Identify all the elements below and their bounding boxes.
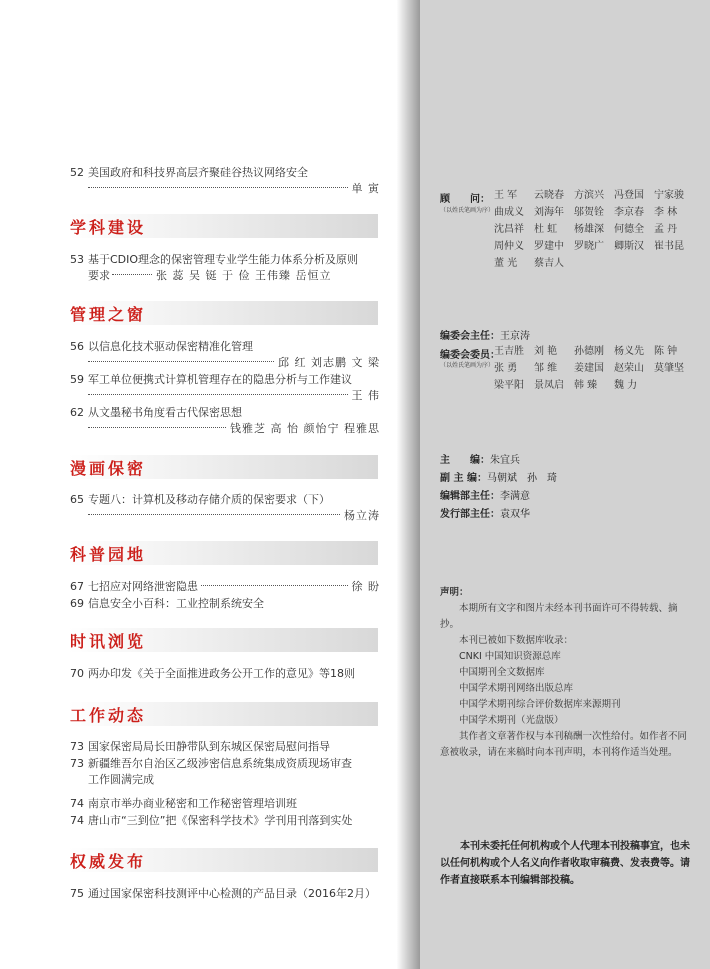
person-name: 孙德刚 (574, 346, 604, 357)
person-name: 邬贺铨 (574, 207, 604, 218)
committee-members-label: 编委会委员： (440, 350, 500, 361)
article-title: 专题八：计算机及移动存储介质的保密要求（下） (88, 493, 330, 506)
person-name: 王 军 (494, 190, 518, 201)
article-title: 七招应对网络泄密隐患 (88, 580, 198, 593)
leader-dots (88, 361, 274, 362)
person-name: 陈 钟 (654, 346, 678, 357)
person-name: 宁家骏 (654, 190, 684, 201)
leader-dots (88, 187, 348, 188)
person-name: 周仲义 (494, 241, 524, 252)
page-number: 75 (70, 887, 84, 900)
advisor-list (494, 187, 694, 272)
page-number: 70 (70, 667, 84, 680)
person-name: 景凤启 (534, 380, 564, 391)
declaration (440, 585, 690, 761)
toc-entry-74b[interactable] (70, 813, 380, 829)
person-name: 魏 力 (614, 380, 638, 391)
database-item: 中国学术期刊（光盘版） (459, 715, 564, 726)
page-number: 67 (70, 580, 84, 593)
page-number: 52 (70, 166, 84, 179)
masthead-panel (420, 0, 710, 969)
toc-entry-73b[interactable] (70, 756, 380, 788)
editorial-director: 编辑部主任：李满意 (440, 491, 530, 502)
person-name: 李 林 (654, 207, 678, 218)
declaration-p1: 本期所有文字和图片未经本刊书面许可不得转载、摘抄。 (440, 603, 678, 630)
toc-entry-53[interactable] (70, 252, 380, 284)
article-authors: 钱雅芝 高 怡 颜怡宁 程雅思 (230, 422, 380, 435)
article-title: 两办印发《关于全面推进政务公开工作的意见》等18则 (88, 667, 355, 680)
toc-entry-52[interactable] (70, 165, 380, 197)
toc-entry-65[interactable] (70, 492, 380, 524)
article-title: 国家保密局局长田静带队到东城区保密局慰问指导 (88, 740, 330, 753)
toc-entry-69[interactable] (70, 596, 380, 612)
submission-notice: 本刊未委托任何机构或个人代理本刊投稿事宜，也未以任何机构或个人名义向作者收取审稿费、发表费等。请作者直接联系本刊编辑部投稿。 (440, 841, 690, 886)
person-name: 罗建中 (534, 241, 564, 252)
person-name: 梁平阳 (494, 380, 524, 391)
declaration-p3: 其作者文章著作权与本刊稿酬一次性给付。如作者不同意被收录，请在来稿时向本刊声明，本刊将作适当处理。 (440, 731, 688, 758)
person-name: 孟 丹 (654, 224, 678, 235)
article-title-cont: 工作圆满完成 (88, 773, 154, 786)
person-name: 莫肇坚 (654, 363, 684, 374)
person-name: 何德全 (614, 224, 644, 235)
person-name: 方滨兴 (574, 190, 604, 201)
page-number: 62 (70, 406, 84, 419)
section-header-xueke: 学科建设 (68, 214, 378, 238)
committee-members-list (494, 343, 694, 394)
person-name: 杨雄深 (574, 224, 604, 235)
person-name: 赵荣山 (614, 363, 644, 374)
leader-dots (88, 427, 226, 428)
declaration-p2: 本刊已被如下数据库收录： (459, 635, 574, 646)
members-order-note: （以姓氏笔画为序） (440, 362, 495, 369)
chief-editor: 主 编：朱宜兵 (440, 455, 520, 466)
article-authors: 杨立涛 (344, 509, 380, 522)
toc-entry-75[interactable] (70, 886, 380, 902)
toc-entry-62[interactable] (70, 405, 380, 437)
person-name: 邹 维 (534, 363, 558, 374)
person-name: 姜建国 (574, 363, 604, 374)
section-header-kepu: 科普园地 (68, 541, 378, 565)
section-header-shixun: 时讯浏览 (68, 628, 378, 652)
person-name: 韩 臻 (574, 380, 598, 391)
toc-entry-59[interactable] (70, 372, 380, 404)
declaration-head: 声明： (440, 587, 469, 598)
person-name: 崔书昆 (654, 241, 684, 252)
article-authors: 徐 盼 (351, 580, 380, 593)
distribution-director: 发行部主任：袁双华 (440, 509, 530, 520)
article-authors: 邱 红 刘志鹏 文 梁 (278, 356, 380, 369)
person-name: 卿斯汉 (614, 241, 644, 252)
page-number: 69 (70, 597, 84, 610)
person-name: 曲成义 (494, 207, 524, 218)
section-header-gongzuo: 工作动态 (68, 702, 378, 726)
article-title: 美国政府和科技界高层齐聚硅谷热议网络安全 (88, 166, 308, 179)
article-authors: 张 蕊 吴 铤 于 俭 王伟臻 岳恒立 (156, 269, 332, 282)
person-name: 董 光 (494, 258, 518, 269)
committee-director: 王京涛 (500, 331, 530, 342)
article-title: 信息安全小百科：工业控制系统安全 (88, 597, 264, 610)
person-name: 刘 艳 (534, 346, 558, 357)
page-number: 65 (70, 493, 84, 506)
section-header-guanli: 管理之窗 (68, 301, 378, 325)
article-title: 军工单位便携式计算机管理存在的隐患分析与工作建议 (88, 373, 352, 386)
toc-entry-70[interactable] (70, 666, 380, 682)
article-title: 南京市举办商业秘密和工作秘密管理培训班 (88, 797, 297, 810)
article-title: 基于CDIO理念的保密管理专业学生能力体系分析及原则 (88, 253, 359, 266)
person-name: 杨义先 (614, 346, 644, 357)
section-header-quanwei: 权威发布 (68, 848, 378, 872)
article-title: 从文墨秘书角度看古代保密思想 (88, 406, 242, 419)
toc-entry-73a[interactable] (70, 739, 380, 755)
leader-dots (201, 585, 348, 586)
article-title: 通过国家保密科技测评中心检测的产品目录（2016年2月） (88, 887, 376, 900)
advisor-label: 顾 问： (440, 194, 490, 205)
person-name: 杜 虹 (534, 224, 558, 235)
database-item: 中国学术期刊网络出版总库 (459, 683, 574, 694)
page-number: 74 (70, 814, 84, 827)
page-gutter (397, 0, 420, 969)
section-header-manhua: 漫画保密 (68, 455, 378, 479)
article-title: 唐山市“三到位”把《保密科学技术》学刊用刊落到实处 (88, 814, 353, 827)
article-title: 以信息化技术驱动保密精准化管理 (88, 340, 253, 353)
page-number: 73 (70, 757, 84, 770)
advisor-order-note: （以姓氏笔画为序） (440, 207, 495, 214)
person-name: 李京春 (614, 207, 644, 218)
page-number: 74 (70, 797, 84, 810)
article-authors: 单 寅 (351, 182, 380, 195)
leader-dots (112, 274, 152, 275)
page-number: 56 (70, 340, 84, 353)
person-name: 蔡吉人 (534, 258, 564, 269)
person-name: 张 勇 (494, 363, 518, 374)
person-name: 罗晓广 (574, 241, 604, 252)
article-authors: 王 伟 (351, 389, 380, 402)
article-title: 新疆维吾尔自治区乙级涉密信息系统集成资质现场审查 (88, 757, 352, 770)
person-name: 冯登国 (614, 190, 644, 201)
committee-director-label: 编委会主任：王京涛 (440, 331, 530, 342)
person-name: 云晓春 (534, 190, 564, 201)
page-number: 53 (70, 253, 84, 266)
page-number: 59 (70, 373, 84, 386)
person-name: 王吉胜 (494, 346, 524, 357)
person-name: 刘海年 (534, 207, 564, 218)
toc-entry-74a[interactable] (70, 796, 380, 812)
leader-dots (88, 394, 348, 395)
database-item: 中国学术期刊综合评价数据库来源期刊 (459, 699, 621, 710)
toc-entry-67[interactable] (70, 579, 380, 595)
page-number: 73 (70, 740, 84, 753)
person-name: 沈昌祥 (494, 224, 524, 235)
database-item: CNKI 中国知识资源总库 (459, 651, 561, 662)
article-title-cont: 要求 (88, 269, 110, 282)
toc-entry-56[interactable] (70, 339, 380, 371)
deputy-editor: 副 主 编：马朝斌 孙 琦 (440, 473, 557, 484)
leader-dots (88, 514, 340, 515)
database-item: 中国期刊全文数据库 (459, 667, 545, 678)
